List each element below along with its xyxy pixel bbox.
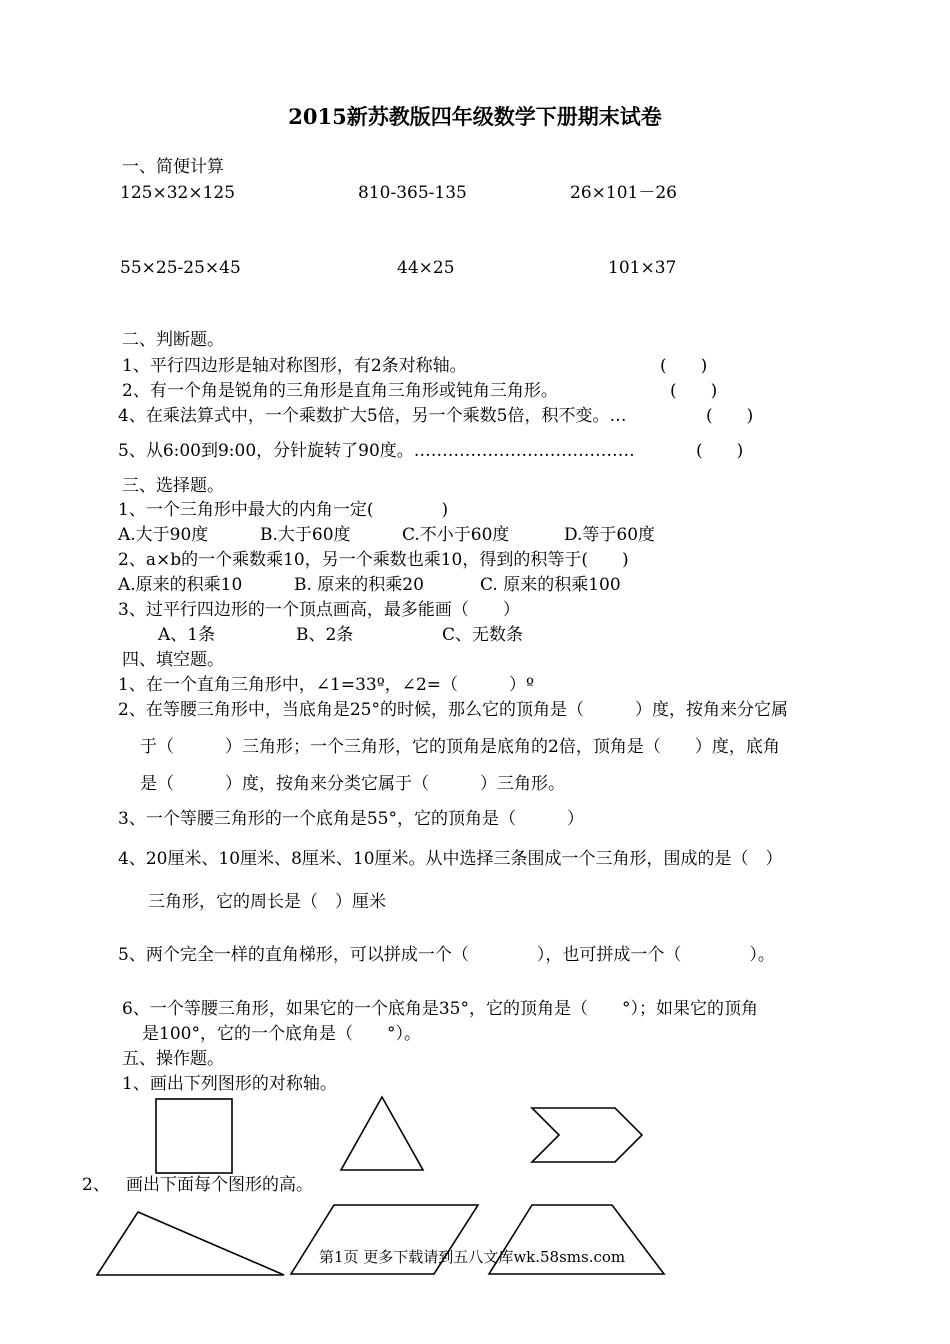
answer-bracket: ( ) bbox=[696, 441, 744, 461]
fill-question: 2、在等腰三角形中，当底角是25°的时候，那么它的顶角是（ ）度，按角来分它属 bbox=[118, 700, 788, 720]
fill-question: 6、一个等腰三角形，如果它的一个底角是35°，它的顶角是（ °）；如果它的顶角 bbox=[122, 999, 758, 1019]
section-5-heading: 五、操作题。 bbox=[122, 1049, 224, 1069]
fill-question: 5、两个完全一样的直角梯形，可以拼成一个（ ），也可拼成一个（ ）。 bbox=[118, 945, 775, 965]
answer-bracket: ( ) bbox=[660, 356, 708, 376]
fill-question-cont: 是（ ）度，按角来分类它属于（ ）三角形。 bbox=[140, 774, 565, 794]
judge-item: 4、在乘法算式中，一个乘数扩大5倍，另一个乘数5倍，积不变。… bbox=[118, 406, 627, 426]
square-figure bbox=[155, 1098, 235, 1174]
section-1-heading: 一、简便计算 bbox=[122, 157, 224, 177]
calc-item: 810-365-135 bbox=[358, 183, 467, 203]
operation-question: 1、画出下列图形的对称轴。 bbox=[122, 1074, 337, 1094]
choice-option: D.等于60度 bbox=[564, 525, 656, 545]
calc-item: 55×25-25×45 bbox=[120, 258, 241, 278]
judge-item: 2、有一个角是锐角的三角形是直角三角形或钝角三角形。 bbox=[122, 381, 558, 401]
choice-option: C、无数条 bbox=[442, 625, 524, 645]
choice-question: 1、一个三角形中最大的内角一定( ) bbox=[118, 500, 449, 520]
fill-question-cont: 于（ ）三角形；一个三角形，它的顶角是底角的2倍，顶角是（ ）度，底角 bbox=[140, 737, 780, 757]
page-title: 2015新苏教版四年级数学下册期末试卷 bbox=[288, 104, 662, 129]
triangle-figure bbox=[340, 1096, 426, 1172]
calc-item: 125×32×125 bbox=[120, 183, 236, 203]
choice-option: B. 原来的积乘20 bbox=[294, 575, 424, 595]
fill-question: 3、一个等腰三角形的一个底角是55°，它的顶角是（ ） bbox=[118, 809, 584, 829]
fill-question: 4、20厘米、10厘米、8厘米、10厘米。从中选择三条围成一个三角形，围成的是（ ） bbox=[118, 849, 783, 869]
answer-bracket: ( ) bbox=[706, 406, 754, 426]
fill-question-cont: 是100°，它的一个底角是（ °）。 bbox=[142, 1024, 421, 1044]
arrow-figure bbox=[531, 1107, 645, 1165]
fill-question: 1、在一个直角三角形中，∠1=33º，∠2=（ ）º bbox=[118, 675, 535, 695]
page-footer: 第1页 更多下载请到五八文库wk.58sms.com bbox=[319, 1248, 626, 1266]
choice-option: B.大于60度 bbox=[260, 525, 351, 545]
choice-option: A、1条 bbox=[158, 625, 216, 645]
answer-bracket: ( ) bbox=[670, 381, 718, 401]
operation-question-number: 2、 bbox=[82, 1175, 110, 1195]
calc-item: 44×25 bbox=[397, 258, 455, 278]
choice-option: C.不小于60度 bbox=[402, 525, 510, 545]
calc-item: 101×37 bbox=[608, 258, 677, 278]
calc-item: 26×101－26 bbox=[570, 183, 677, 203]
fill-question-cont: 三角形，它的周长是（ ）厘米 bbox=[148, 892, 386, 912]
choice-option: A.大于90度 bbox=[118, 525, 209, 545]
judge-item: 5、从6:00到9:00，分针旋转了90度。………………………………… bbox=[118, 441, 635, 461]
section-4-heading: 四、填空题。 bbox=[122, 650, 224, 670]
section-3-heading: 三、选择题。 bbox=[122, 476, 224, 496]
choice-option: C. 原来的积乘100 bbox=[480, 575, 621, 595]
judge-item: 1、平行四边形是轴对称图形，有2条对称轴。 bbox=[122, 356, 467, 376]
obtuse-triangle-figure bbox=[96, 1211, 286, 1277]
operation-question: 画出下面每个图形的高。 bbox=[126, 1175, 313, 1195]
choice-question: 3、过平行四边形的一个顶点画高，最多能画（ ） bbox=[118, 600, 520, 620]
choice-option: A.原来的积乘10 bbox=[118, 575, 243, 595]
choice-question: 2、a×b的一个乘数乘10，另一个乘数也乘10，得到的积等于( ) bbox=[118, 550, 629, 570]
section-2-heading: 二、判断题。 bbox=[122, 330, 224, 350]
choice-option: B、2条 bbox=[296, 625, 354, 645]
